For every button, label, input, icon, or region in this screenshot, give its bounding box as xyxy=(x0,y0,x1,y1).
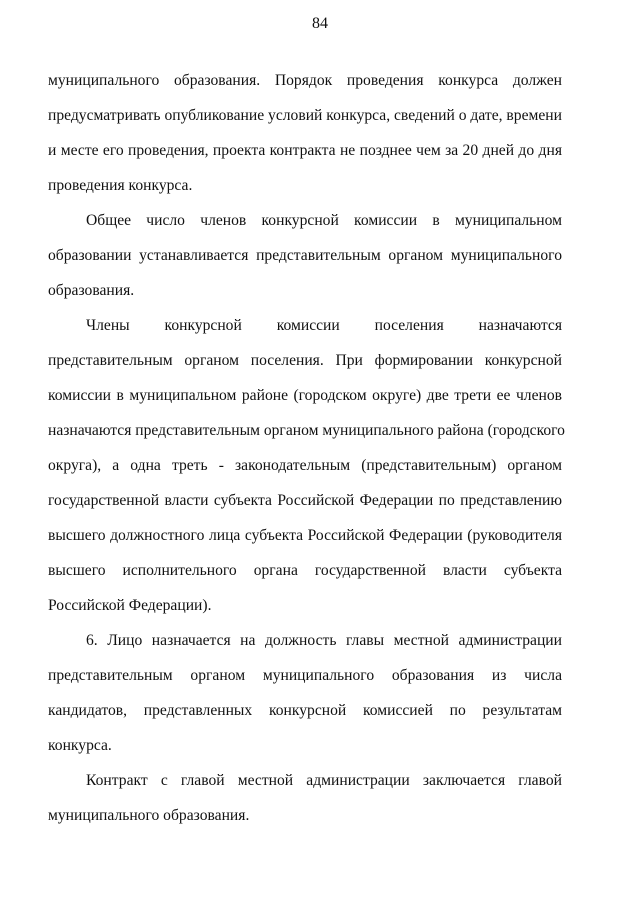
paragraph xyxy=(48,203,562,308)
text-line: Российской Федерации). xyxy=(48,597,212,614)
page-number: 84 xyxy=(312,15,328,32)
paragraph xyxy=(48,308,565,623)
text-line: представительным органом поселения. При формировании конкурсной xyxy=(48,352,562,369)
text-line: 6. Лицо назначается на должность главы местной администрации xyxy=(86,632,562,649)
text-line: и месте его проведения, проекта контракта не позднее чем за 20 дней до дня xyxy=(48,142,562,159)
text-line: образования. xyxy=(48,282,135,299)
text-line: Общее число членов конкурсной комиссии в муниципальном xyxy=(86,212,562,229)
text-line: образовании устанавливается представительным органом муниципального xyxy=(48,247,562,264)
text-line: Члены конкурсной комиссии поселения назначаются xyxy=(86,317,562,334)
text-line: муниципального образования. xyxy=(48,807,250,824)
text-line: представительным органом муниципального образования из числа xyxy=(48,667,562,684)
text-line: округа), а одна треть - законодательным (представительным) органом xyxy=(48,457,562,474)
text-line: высшего должностного лица субъекта Российской Федерации (руководителя xyxy=(48,527,562,544)
text-line: высшего исполнительного органа государственной власти субъекта xyxy=(48,562,562,579)
text-line: государственной власти субъекта Российской Федерации по представлению xyxy=(48,492,562,509)
paragraph xyxy=(48,763,562,833)
text-line: кандидатов, представленных конкурсной комиссией по результатам xyxy=(48,702,562,719)
text-line: Контракт с главой местной администрации заключается главой xyxy=(86,772,562,789)
text-line: назначаются представительным органом муниципального района (городского xyxy=(48,422,565,439)
text-line: предусматривать опубликование условий конкурса, сведений о дате, времени xyxy=(48,107,562,124)
paragraph xyxy=(48,63,562,203)
text-line: муниципального образования. Порядок проведения конкурса должен xyxy=(48,72,562,89)
paragraph xyxy=(48,623,562,763)
text-line: конкурса. xyxy=(48,737,112,754)
document-body xyxy=(48,63,565,833)
text-line: проведения конкурса. xyxy=(48,177,193,194)
text-line: комиссии в муниципальном районе (городском округе) две трети ее членов xyxy=(48,387,562,404)
